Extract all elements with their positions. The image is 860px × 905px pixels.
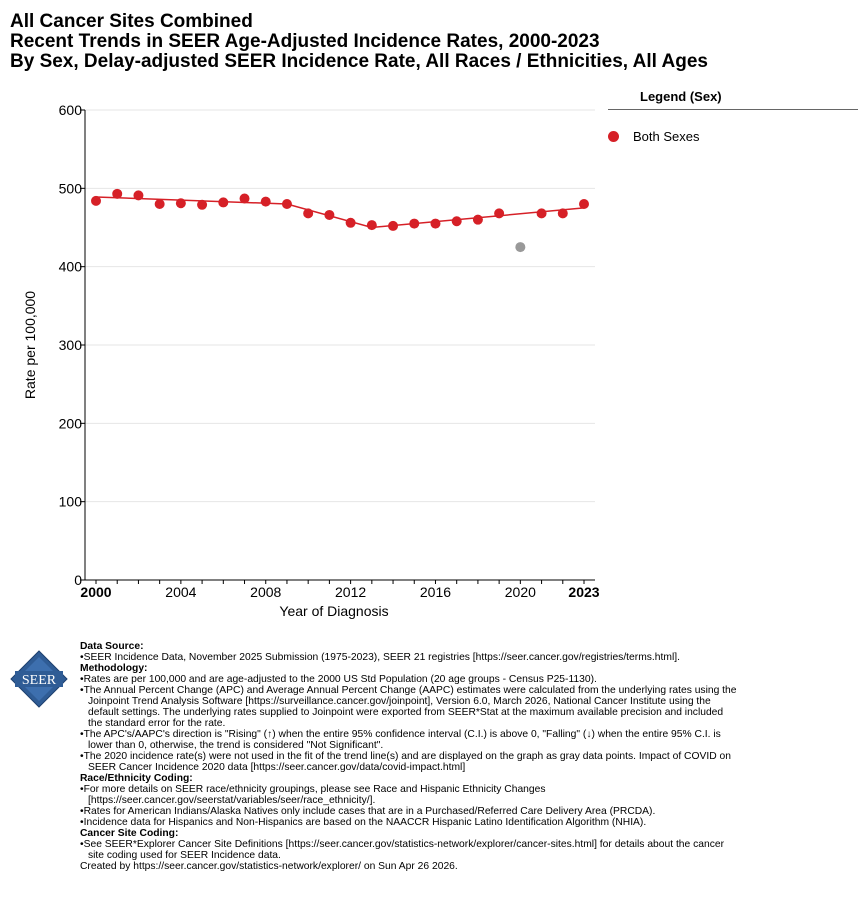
legend-label: Both Sexes (633, 129, 700, 144)
chart-title-1: All Cancer Sites Combined (10, 11, 253, 32)
x-tick-label: 2023 (568, 584, 600, 600)
data-point (558, 208, 568, 218)
logo-text: SEER (21, 673, 57, 688)
data-point (473, 215, 483, 225)
y-tick-label: 0 (74, 572, 82, 588)
data-point (282, 199, 292, 209)
race-line: • Rates for American Indians/Alaska Natives only include cases that are in a Purchased/Referred Care Delivery Area (PRCDA). (80, 806, 740, 817)
methodology-heading: Methodology: (80, 663, 148, 674)
data-point (133, 190, 143, 200)
seer-logo-icon (10, 650, 68, 708)
x-tick-label: 2016 (419, 584, 452, 600)
x-tick-label: 2000 (80, 584, 112, 600)
data-point (197, 200, 207, 210)
legend-marker-icon (608, 131, 619, 142)
site-heading: Cancer Site Coding: (80, 828, 179, 839)
data-point (261, 197, 271, 207)
data-source-heading: Data Source: (80, 641, 144, 652)
excluded-data-point (515, 242, 525, 252)
race-line: • Incidence data for Hispanics and Non-Hispanics are based on the NAACCR Hispanic Latino Identification Algorithm (NHIA). (80, 817, 740, 828)
methodology-line: • The Annual Percent Change (APC) and Average Annual Percent Change (AAPC) estimates were calculated from the underlying rates using the Joinpoint Trend Analysis Software [https://surveillance.cancer.gov/joinpoint], Version 6.0, March 2026, National Cancer Institute using the default settings. The underlying rates supplied to Joinpoint were exported from SEER*Stat at the maximum available precision and included the standard error for the rate. (80, 685, 740, 729)
x-tick-label: 2004 (165, 584, 197, 600)
race-heading: Race/Ethnicity Coding: (80, 773, 193, 784)
methodology-line: • The APC's/AAPC's direction is "Rising" (↑) when the entire 95% confidence interval (C.I.) is above 0, "Falling" (↓) when the entire 95% C.I. is lower than 0, otherwise, the trend is considered "Not Significant". (80, 729, 740, 751)
methodology-line: • The 2020 incidence rate(s) were not used in the fit of the trend line(s) and are displayed on the graph as gray data points. Impact of COVID on SEER Cancer Incidence 2020 data [https://seer.cancer.gov/data/covid-impact.html] (80, 751, 740, 773)
data-point (218, 197, 228, 207)
data-point (388, 221, 398, 231)
y-tick-label: 300 (58, 337, 82, 353)
race-line: • For more details on SEER race/ethnicity groupings, please see Race and Hispanic Ethnicity Changes [https://seer.cancer.gov/seerstat/variables/seer/race_ethnicity/]. (80, 784, 740, 806)
methodology-line: • Rates are per 100,000 and are age-adjusted to the 2000 US Std Population (20 age groups - Census P25-1130). (80, 674, 740, 685)
y-axis-label: Rate per 100,000 (22, 290, 38, 400)
data-point (537, 208, 547, 218)
y-tick-label: 100 (58, 493, 82, 510)
y-tick-label: 200 (58, 415, 82, 432)
trend-line (96, 197, 584, 228)
data-point (91, 196, 101, 206)
data-point (494, 208, 504, 218)
legend-item-both-sexes[interactable] (608, 129, 700, 144)
y-tick-label: 500 (58, 180, 82, 197)
legend-title: Legend (Sex) (640, 89, 722, 104)
data-point (579, 199, 589, 209)
x-tick-label: 2008 (250, 584, 282, 600)
site-line: • See SEER*Explorer Cancer Site Definitions [https://seer.cancer.gov/statistics-network/explorer/cancer-sites.html] for details about the cancer site coding used for SEER Incidence data. (80, 839, 740, 861)
data-source-line: • SEER Incidence Data, November 2025 Submission (1975-2023), SEER 21 registries [https://seer.cancer.gov/registries/terms.html]. (80, 652, 740, 663)
y-tick-label: 600 (58, 102, 82, 118)
chart-title-3: By Sex, Delay-adjusted SEER Incidence Rate, All Races / Ethnicities, All Ages (10, 51, 708, 72)
data-point (430, 219, 440, 229)
footer-notes (80, 641, 740, 872)
x-tick-label: 2012 (335, 584, 367, 600)
data-point (409, 219, 419, 229)
legend-divider (608, 109, 858, 110)
x-tick-label: 2020 (504, 584, 536, 600)
data-point (240, 194, 250, 204)
chart-title-2: Recent Trends in SEER Age-Adjusted Incidence Rates, 2000-2023 (10, 31, 600, 52)
y-tick-label: 400 (58, 258, 82, 275)
data-point (303, 208, 313, 218)
x-axis-label: Year of Diagnosis (279, 603, 389, 619)
data-point (452, 216, 462, 226)
data-point (324, 210, 334, 220)
data-point (112, 189, 122, 199)
data-point (176, 198, 186, 208)
data-point (155, 199, 165, 209)
data-point (346, 218, 356, 228)
data-point (367, 220, 377, 230)
created-by: Created by https://seer.cancer.gov/statistics-network/explorer/ on Sun Apr 26 2026. (80, 861, 458, 872)
